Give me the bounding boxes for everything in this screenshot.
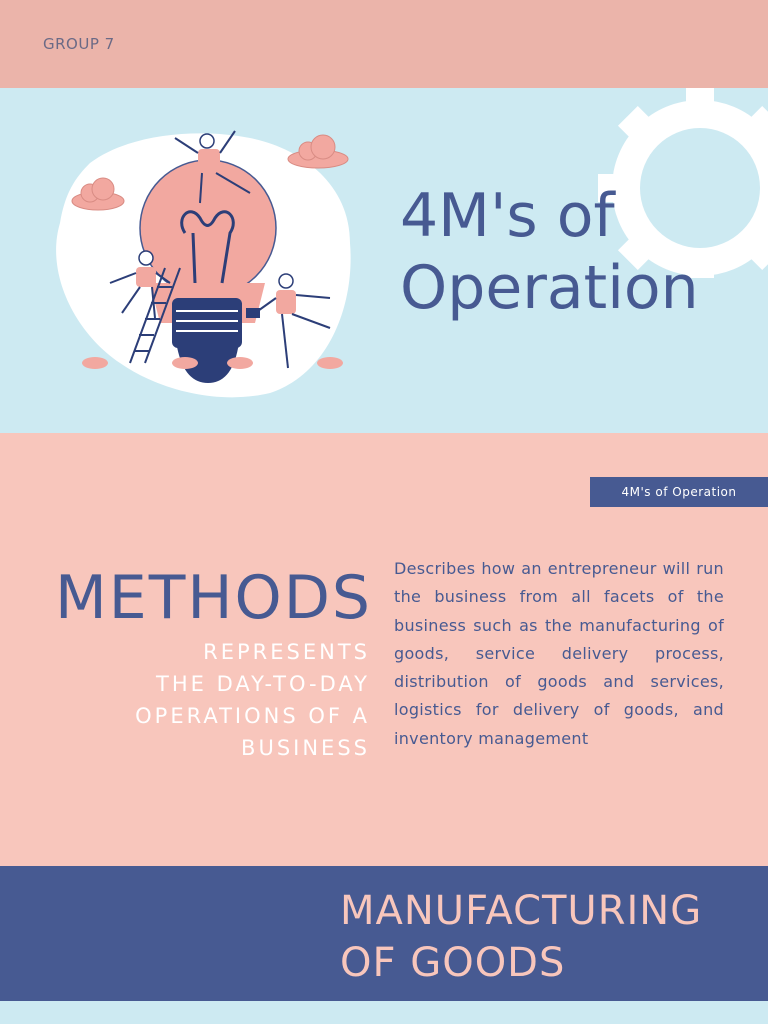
cloud-icon (288, 135, 348, 168)
group-label: GROUP 7 (43, 35, 115, 53)
footer-title-line1: MANUFACTURING (340, 888, 703, 934)
subtitle-line: REPRESENTS (203, 640, 370, 664)
section-tag: 4M's of Operation (590, 477, 768, 507)
hero-section (0, 88, 768, 433)
methods-description: Describes how an entrepreneur will run the business from all facets of the business such as the manufacturing of goods, service delivery process, distribution of goods and services, logistics for delivery of goods, and inventory management (394, 559, 724, 748)
footer-title-line2: OF GOODS (340, 940, 566, 986)
footer-title (340, 885, 702, 989)
hero-title (400, 180, 699, 324)
top-band (0, 0, 768, 88)
subtitle-line: THE DAY-TO-DAY (156, 672, 370, 696)
hero-title-line2: Operation (400, 253, 699, 323)
subtitle-line: OPERATIONS OF A (135, 704, 370, 728)
methods-title: METHODS (55, 563, 372, 633)
methods-subtitle (40, 636, 370, 764)
lightbulb-teamwork-illustration (50, 123, 360, 403)
subtitle-line: BUSINESS (241, 736, 370, 760)
hero-title-line1: 4M's of (400, 181, 615, 251)
